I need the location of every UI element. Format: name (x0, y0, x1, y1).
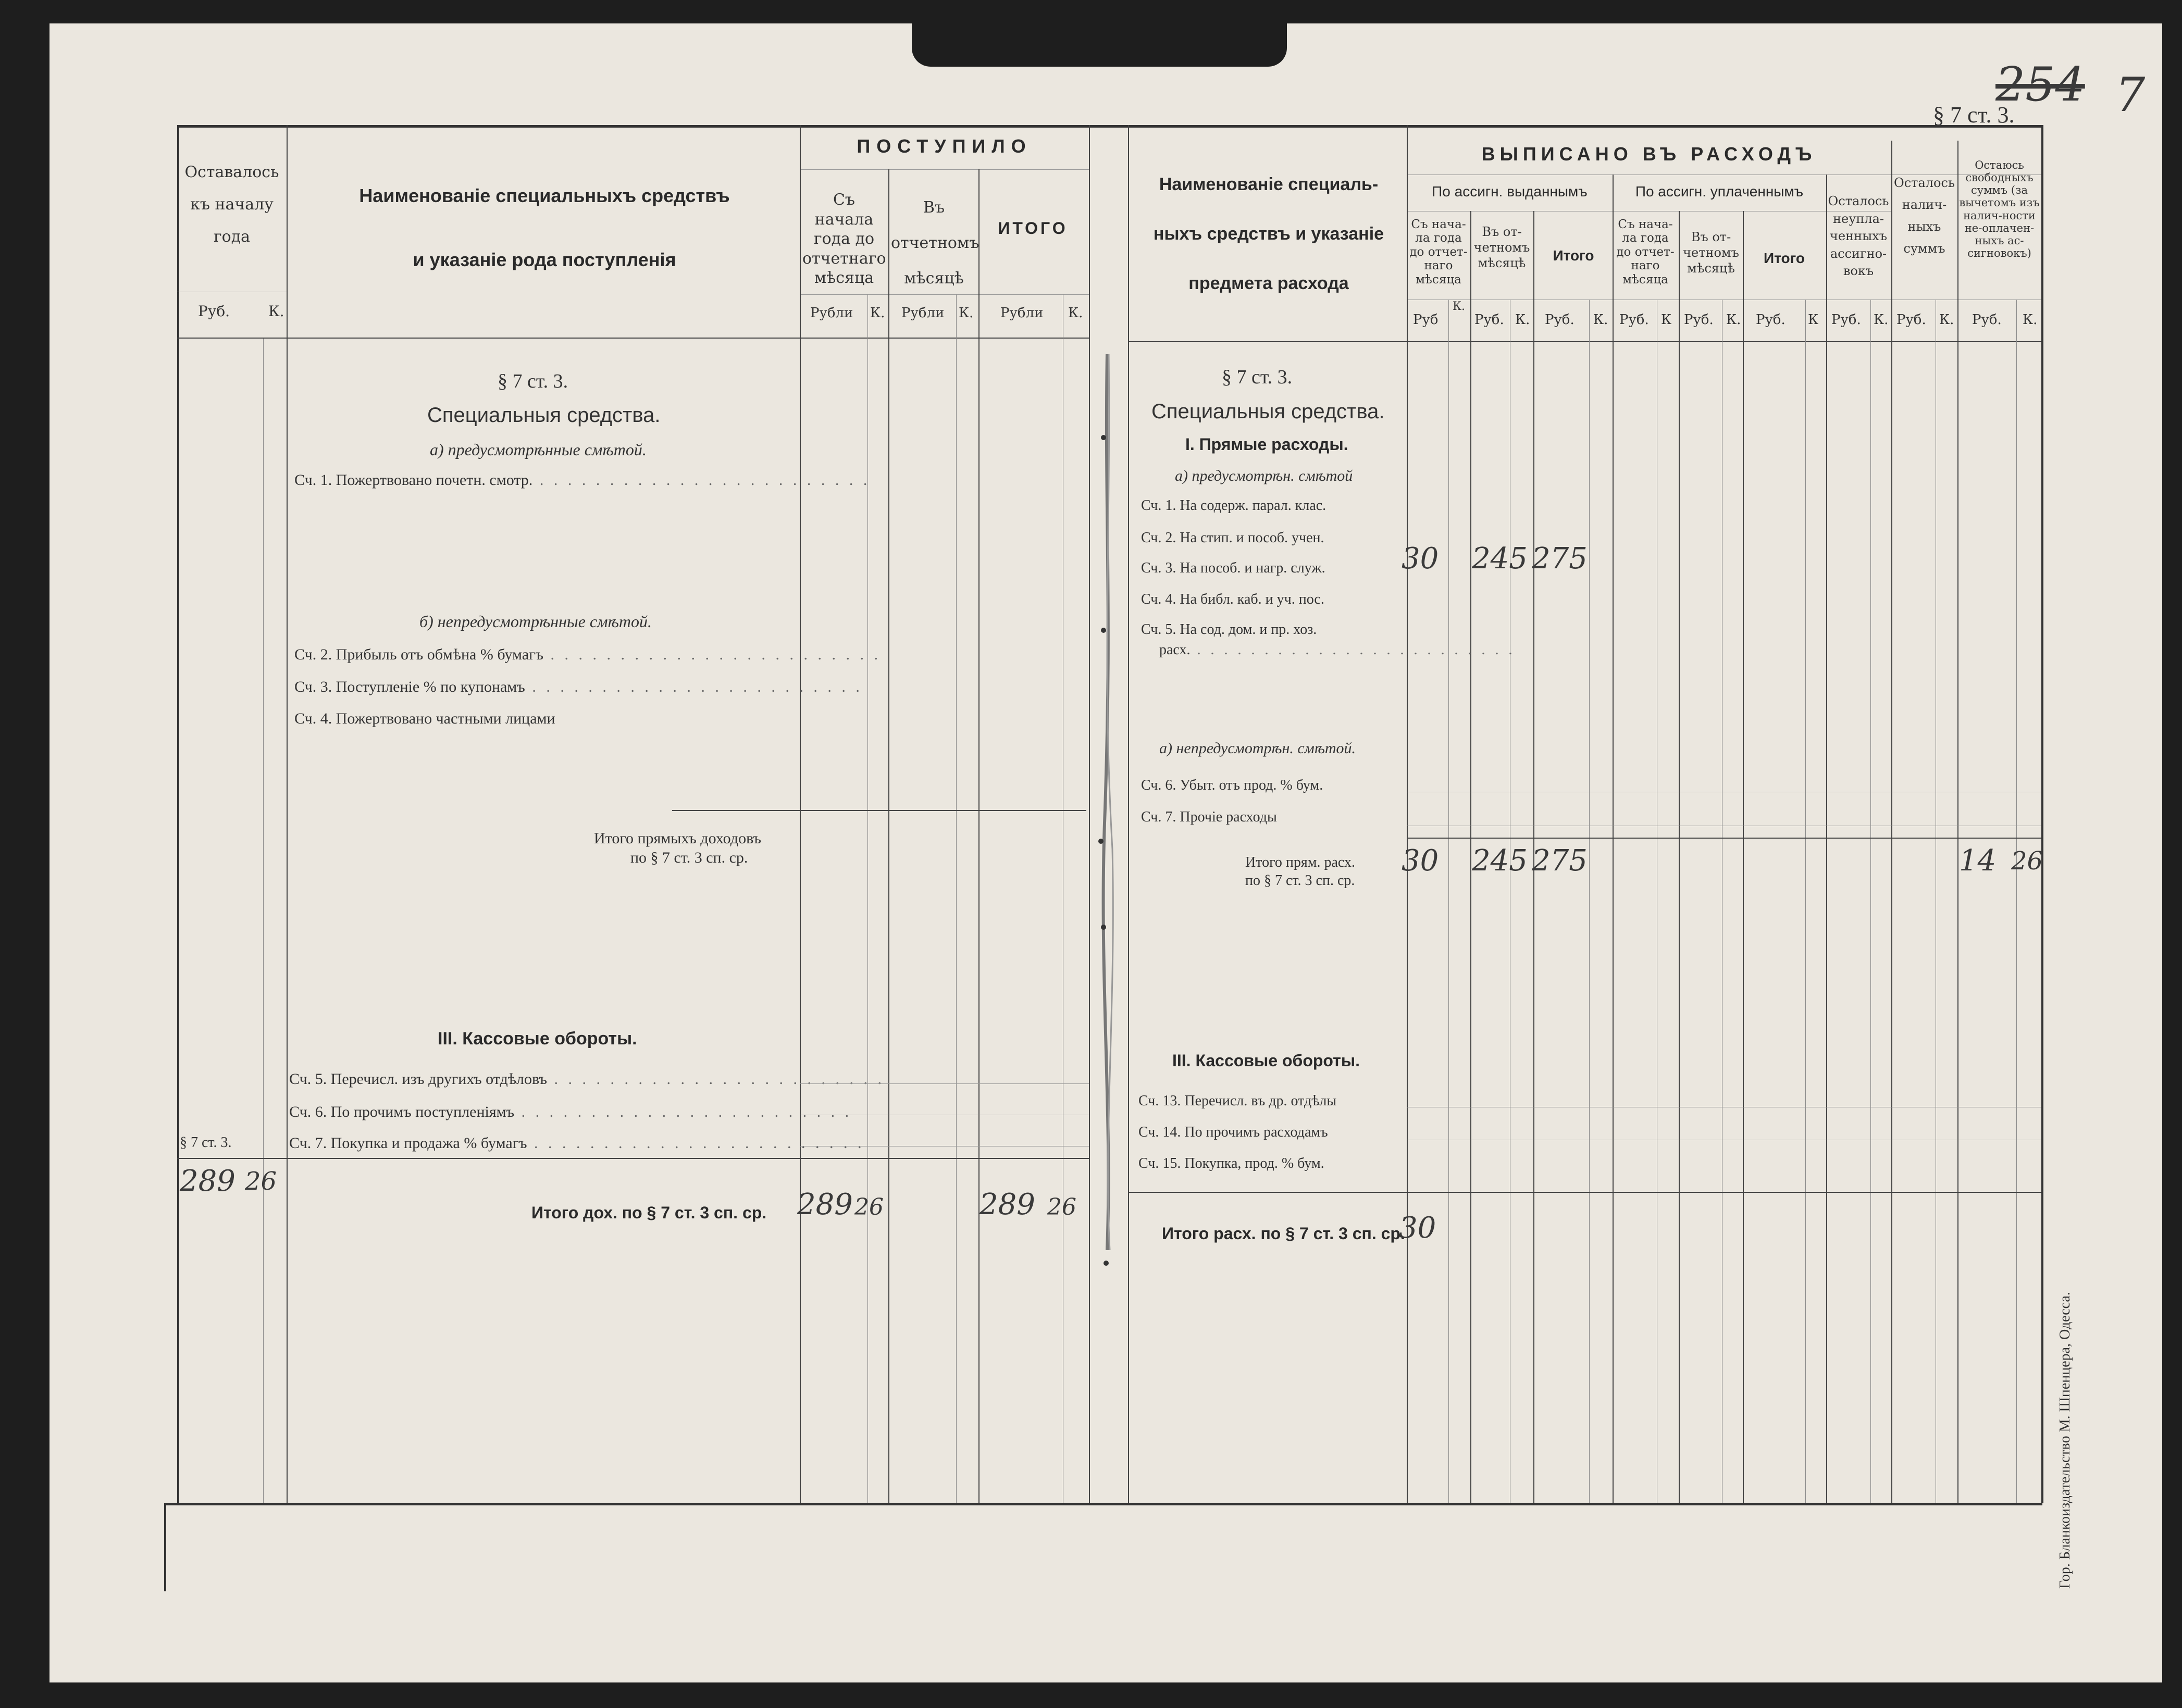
unit-rub: Руб. (1474, 312, 1504, 328)
col-line (978, 169, 980, 1503)
archive-number-struck: 254 (1995, 57, 2085, 112)
col-line (1826, 174, 1827, 1503)
sheet-number: § 7 ст. 3. (1933, 102, 2015, 128)
col-from-start-header: Съ начала года до отчетнаго мѣсяца (802, 191, 886, 287)
col-unpaid: Осталось неупла-ченныхъ ассигно-вокъ (1828, 194, 1889, 279)
unit-rub: Руб. (1619, 312, 1649, 328)
td-free-k: 26 (2011, 846, 2043, 876)
binder-clip (912, 0, 1287, 67)
unit-rub: Руб. (1684, 312, 1714, 328)
top-border (177, 125, 2042, 128)
col-total-paid: Итого (1764, 250, 1805, 266)
right-border (2041, 125, 2043, 1503)
archive-number: 7 (2115, 68, 2146, 122)
total-itogo-k: 26 (1047, 1194, 1076, 1220)
total-label: Итого дох. по § 7 ст. 3 сп. ср. (531, 1203, 767, 1222)
col-line (956, 294, 957, 1503)
binding-hole (1101, 435, 1106, 440)
unit-k: К. (1515, 312, 1530, 328)
margin-rub: 289 (180, 1164, 235, 1198)
binding-thread (1084, 354, 1131, 1250)
col-free: Остаюсь свободныхъ суммъ (за вычетомъ изъ налич-ности не-оплачен-ныхъ ас-сигновокъ) (1959, 159, 2040, 259)
by-paid: По ассигн. уплаченнымъ (1635, 183, 1804, 200)
row-4: Сч. 4. Пожертвовано частными лицами (294, 710, 555, 727)
row-7: Сч. 7. Покупка и продажа % бумагъ . . . (289, 1134, 865, 1152)
row-3-total: 275 (1532, 542, 1588, 576)
total-direct-1: Итого прямыхъ доходовъ (594, 830, 762, 847)
col-total-header: ИТОГО (998, 219, 1068, 238)
row-13: Сч. 13. Перечисл. въ др. отдѣлы (1138, 1093, 1337, 1109)
total-direct-1: Итого прям. расх. (1245, 854, 1355, 870)
unit-rub: Руб. (1831, 312, 1861, 328)
total-rub: 289 (797, 1188, 853, 1221)
total-label: Итого расх. по § 7 ст. 3 сп. ср. (1162, 1224, 1405, 1243)
col-line (2016, 300, 2017, 1503)
margin-k: 26 (245, 1167, 277, 1196)
row-2: Сч. 2. Прибыль отъ обмѣна % бумагъ . . . (294, 646, 881, 664)
right-header-bottom (1128, 341, 2041, 342)
subheader-line (800, 169, 1089, 170)
bottom-border (164, 1503, 2042, 1505)
unit-rub: Руб. (1545, 312, 1574, 328)
row-3: Сч. 3. Поступленіе % по купонамъ . . . (294, 678, 863, 696)
left-border (177, 125, 179, 1503)
unit-k: К. (1453, 300, 1466, 313)
unit-k: К. (1874, 312, 1889, 328)
received-header: ПОСТУПИЛО (857, 135, 1032, 157)
sub-b: б) непредусмотрѣнные смѣтой. (419, 612, 652, 631)
row-1: Сч. 1. Пожертвовано почетн. смотр. . . . (294, 471, 870, 489)
row-4: Сч. 4. На библ. каб. и уч. пос. (1141, 591, 1324, 607)
td-month: 245 (1472, 844, 1528, 878)
unit-rub: Руб (1413, 312, 1439, 328)
total-line (1128, 1192, 2041, 1193)
row-5: Сч. 5. Перечисл. изъ другихъ отдѣловъ . . . (289, 1070, 885, 1088)
td-free-rub: 14 (1959, 844, 1997, 878)
section-ref: § 7 ст. 3. (1222, 366, 1293, 388)
unit-k: К (1661, 312, 1672, 328)
col-line (1743, 211, 1744, 1503)
col-total-issued: Итого (1553, 247, 1594, 264)
row-15: Сч. 15. Покупка, прод. % бум. (1138, 1155, 1324, 1171)
row-6: Сч. 6. Убыт. отъ прод. % бум. (1141, 777, 1323, 793)
cash-title: III. Кассовые обороты. (438, 1029, 637, 1049)
total-itogo-rub: 289 (980, 1188, 1035, 1221)
col-line (1407, 125, 1408, 1503)
col-line (1613, 174, 1614, 1503)
section-title: Специальныя средства. (427, 404, 661, 427)
row-5a: Сч. 5. На сод. дом. и пр. хоз. (1141, 621, 1317, 638)
col-name-title: Наименованіе специальныхъ средствъ (359, 185, 730, 206)
unit-rub: Руб. (1972, 312, 2002, 328)
col-in-month-header: Въ отчетномъ мѣсяцѣ (891, 198, 980, 288)
binding-hole (1104, 1261, 1109, 1266)
unit-k: К. (870, 305, 885, 321)
row-1: Сч. 1. На содерж. парал. клас. (1141, 497, 1326, 514)
col-line (287, 125, 288, 1503)
unit-k: К (1808, 312, 1819, 328)
col-line (1448, 300, 1449, 1503)
unit-k: К. (1593, 312, 1608, 328)
col-line (1870, 300, 1871, 1503)
col-from-start-paid: Съ нача-ла года до отчет-наго мѣсяца (1616, 218, 1675, 286)
expense-header: ВЫПИСАНО ВЪ РАСХОДЪ (1481, 143, 1817, 165)
unit-k: К. (268, 303, 284, 320)
unit-rub: Руб. (1756, 312, 1786, 328)
col-line (1470, 211, 1471, 1503)
row-3-start: 30 (1402, 542, 1439, 576)
col-line (263, 339, 264, 1503)
row-line (800, 1083, 1089, 1084)
subtotal-line (672, 810, 1086, 811)
row-3: Сч. 3. На пособ. и нагр. служ. (1141, 560, 1325, 576)
col-name-2: ныхъ средствъ и указаніе (1153, 224, 1384, 244)
unit-k: К. (1939, 312, 1954, 328)
col-in-month-issued: Въ от-четномъ мѣсяцѣ (1473, 225, 1530, 270)
margin-ref: § 7 ст. 3. (180, 1134, 232, 1151)
section-ref: § 7 ст. 3. (498, 370, 568, 392)
row-6: Сч. 6. По прочимъ поступленіямъ . . . (289, 1103, 852, 1121)
col-line (800, 125, 801, 1503)
col-cash: Осталось налич-ныхъ суммъ (1894, 176, 1955, 256)
col-name-subtitle: и указаніе рода поступленія (413, 249, 676, 270)
col-line (888, 169, 889, 1503)
binding-hole (1101, 628, 1106, 633)
left-header-bottom (177, 338, 1089, 339)
sub-a: а) предусмотрѣнные смѣтой. (430, 440, 647, 459)
printer-imprint: Гор. Бланкоиздательство М. Шпенцера, Одесса. (2057, 1292, 2073, 1589)
binding-hole (1101, 925, 1106, 930)
cash-title: III. Кассовые обороты. (1172, 1051, 1360, 1070)
row-3-month: 245 (1472, 542, 1528, 576)
total-direct-2: по § 7 ст. 3 сп. ср. (630, 849, 748, 866)
col-name-3: предмета расхода (1188, 273, 1349, 293)
unit-k: К. (2023, 312, 2038, 328)
binding-hole (1098, 839, 1104, 844)
td-start: 30 (1402, 844, 1439, 878)
row-2: Сч. 2. На стип. и пособ. учен. (1141, 530, 1324, 546)
row-5b: расх. . . . (1159, 642, 1516, 658)
unit-k: К. (1068, 305, 1083, 321)
unit-rub: Руб. (1896, 312, 1926, 328)
unit-k: К. (959, 305, 974, 321)
by-issued: По ассигн. выданнымъ (1432, 183, 1588, 200)
col-line (1891, 141, 1892, 1503)
sub-b: а) непредусмотрѣн. смѣтой. (1159, 740, 1356, 757)
unit-rubli: Рубли (1000, 305, 1044, 321)
total-line (177, 1158, 1089, 1159)
direct-title: I. Прямые расходы. (1185, 435, 1348, 454)
left-border-lower (164, 1503, 166, 1591)
col-name-1: Наименованіе специаль- (1159, 174, 1379, 194)
col-line (1589, 300, 1590, 1503)
row-14: Сч. 14. По прочимъ расходамъ (1138, 1124, 1328, 1140)
total-k: 26 (854, 1194, 884, 1220)
col-remaining-header: Оставалось къ началу года (184, 163, 279, 246)
total-direct-2: по § 7 ст. 3 сп. ср. (1245, 872, 1355, 889)
unit-k: К. (1726, 312, 1741, 328)
unit-rubli: Рубли (810, 305, 853, 321)
col-from-start-issued: Съ нача-ла года до отчет-наго мѣсяца (1409, 218, 1468, 286)
col-line (1957, 141, 1958, 1503)
unit-rub: Руб. (198, 303, 230, 320)
total-start: 30 (1399, 1211, 1436, 1245)
td-total: 275 (1532, 844, 1588, 878)
row-7: Сч. 7. Прочіе расходы (1141, 809, 1277, 825)
subtotal-line (1407, 838, 2041, 839)
col-line (1805, 300, 1806, 1503)
col-line (1679, 211, 1680, 1503)
unit-rubli: Рубли (901, 305, 945, 321)
section-title: Специальныя средства. (1151, 400, 1385, 423)
sub-a: а) предусмотрѣн. смѣтой (1175, 467, 1353, 484)
col-in-month-paid: Въ от-четномъ мѣсяцѣ (1683, 230, 1739, 276)
